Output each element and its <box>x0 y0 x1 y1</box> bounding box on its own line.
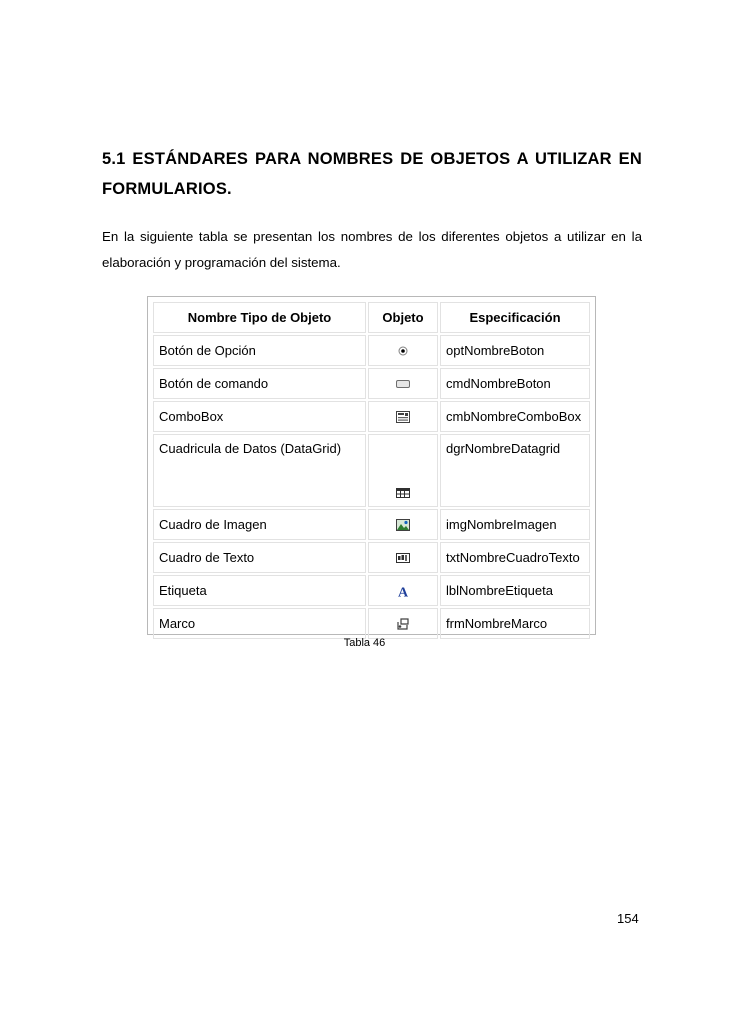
combobox-icon <box>395 410 411 424</box>
table-row <box>153 608 590 639</box>
header-specification: Especificación <box>440 302 590 333</box>
cell-specification: imgNombreImagen <box>440 509 590 540</box>
table-row <box>153 509 590 540</box>
table-row <box>153 575 590 606</box>
radio-button-icon <box>395 344 411 358</box>
frame-icon <box>395 617 411 631</box>
cell-object-type: Botón de Opción <box>153 335 366 366</box>
objects-table <box>147 296 596 635</box>
section-heading: 5.1 ESTÁNDARES PARA NOMBRES DE OBJETOS A UTILIZAR EN FORMULARIOS. <box>102 150 642 198</box>
cell-object-type: Cuadricula de Datos (DataGrid) <box>153 434 366 507</box>
svg-text:A: A <box>397 585 409 599</box>
cell-specification: cmdNombreBoton <box>440 368 590 399</box>
table-row <box>153 368 590 399</box>
table-caption: Tabla 46 <box>343 637 386 649</box>
cell-object-type: Cuadro de Texto <box>153 542 366 573</box>
table-row <box>153 335 590 366</box>
table-row <box>153 434 590 507</box>
intro-paragraph: En la siguiente tabla se presentan los nombres de los diferentes objetos a utilizar en la elaboración y programación del sistema. <box>102 229 642 270</box>
cell-object-type: Marco <box>153 608 366 639</box>
textbox-icon <box>395 551 411 565</box>
cell-specification: lblNombreEtiqueta <box>440 575 590 606</box>
label-icon <box>395 584 411 598</box>
cell-specification: optNombreBoton <box>440 335 590 366</box>
cell-object-type: ComboBox <box>153 401 366 432</box>
table-header-row <box>153 302 590 333</box>
command-button-icon <box>395 377 411 391</box>
cell-object-type: Cuadro de Imagen <box>153 509 366 540</box>
table-row <box>153 401 590 432</box>
page-number: 154 <box>617 911 639 926</box>
cell-specification: frmNombreMarco <box>440 608 590 639</box>
picture-box-icon <box>395 518 411 532</box>
cell-specification: txtNombreCuadroTexto <box>440 542 590 573</box>
cell-object-type: Etiqueta <box>153 575 366 606</box>
header-object: Objeto <box>368 302 438 333</box>
cell-object-type: Botón de comando <box>153 368 366 399</box>
table-row <box>153 542 590 573</box>
cell-specification: dgrNombreDatagrid <box>440 434 590 507</box>
header-object-type: Nombre Tipo de Objeto <box>153 302 366 333</box>
cell-specification: cmbNombreComboBox <box>440 401 590 432</box>
datagrid-icon <box>395 486 411 500</box>
